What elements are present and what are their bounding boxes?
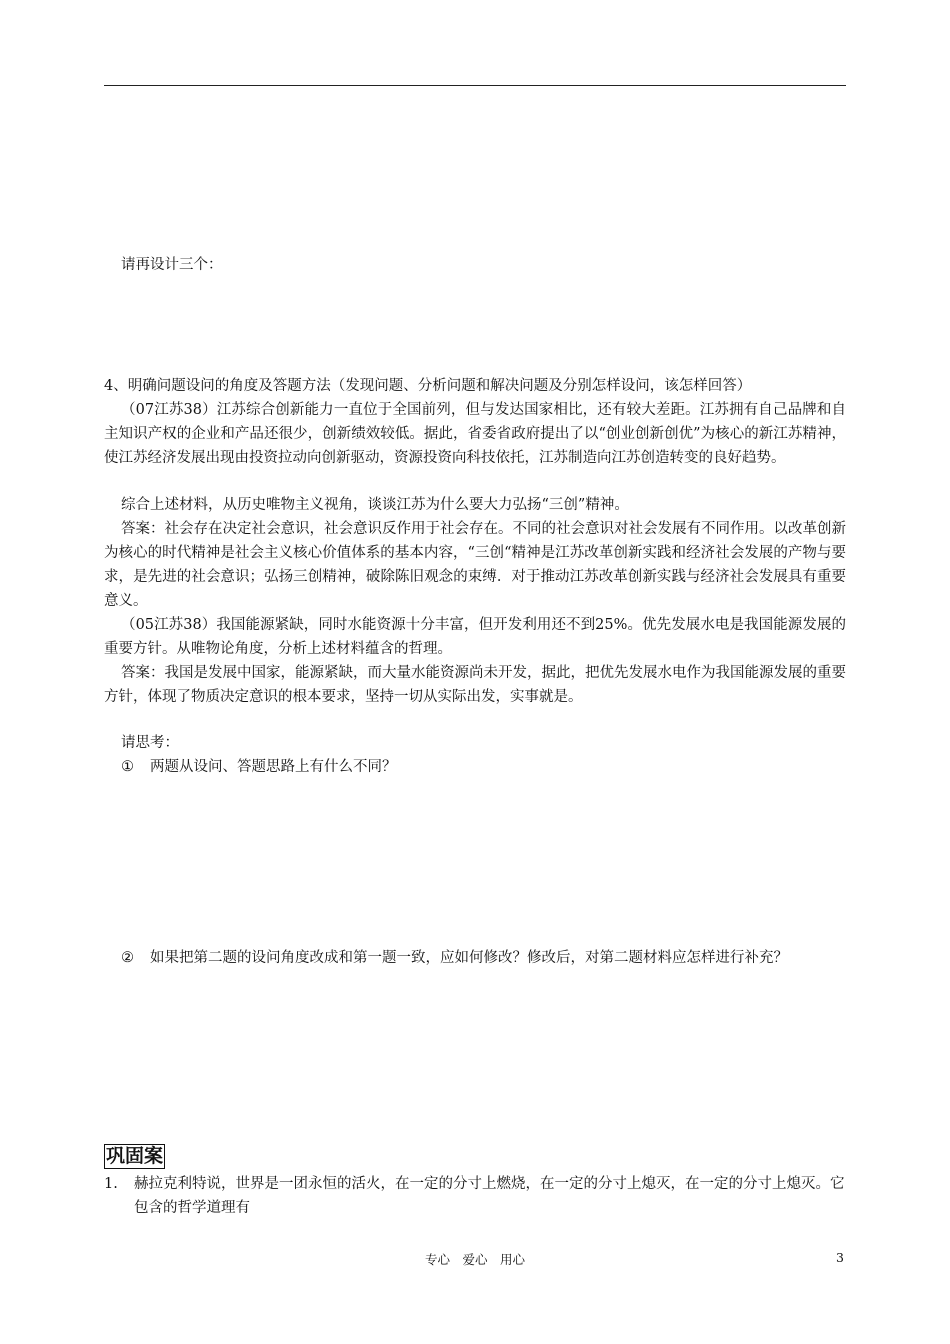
section-4-heading: 4、明确问题设问的角度及答题方法（发现问题、分析问题和解决问题及分别怎样设问，该怎样回答） [104,378,752,394]
question-07-jiangsu: 综合上述材料，从历史唯物主义视角，谈谈江苏为什么要大力弘扬“三创”精神。 [121,497,629,513]
think-label: 请思考： [121,735,179,751]
item-number: 1. [104,1176,118,1192]
think-question-2 [121,946,846,970]
item-text: 赫拉克利特说，世界是一团永恒的活火，在一定的分寸上燃烧，在一定的分寸上熄灭，在一定的分寸上熄灭。它包含的哲学道理有 [134,1176,845,1216]
question-number: ① [121,759,134,775]
answer-05-jiangsu: 答案：我国是发展中国家，能源紧缺，而大量水能资源尚未开发，据此，把优先发展水电作为我国能源发展的重要方针，体现了物质决定意识的根本要求，坚持一切从实际出发，实事就是。 [104,665,846,705]
think-question-1 [121,755,846,779]
question-number: ② [121,950,134,966]
material-05-jiangsu: （05江苏38）我国能源紧缺，同时水能资源十分丰富，但开发利用还不到25%。优先发展水电是我国能源发展的重要方针。从唯物论角度，分析上述材料蕴含的哲理。 [104,617,846,657]
page-number: 3 [836,1250,844,1265]
footer-motto: 专心 爱心 用心 [424,1252,525,1267]
header-rule [104,85,846,86]
question-text: 两题从设问、答题思路上有什么不同？ [150,759,397,775]
design-prompt: 请再设计三个： [121,257,223,273]
material-07-jiangsu: （07江苏38）江苏综合创新能力一直位于全国前列，但与发达国家相比，还有较大差距。江苏拥有自己品牌和自主知识产权的企业和产品还很少，创新绩效较低。据此，省委省政府提出了以“创业创新创优”为核心的新江苏精神，使江苏经济发展出现由投资拉动向创新驱动，资源投资向科技依托，江苏制造向江苏创造转变的良好趋势。 [104,402,846,466]
answer-07-jiangsu: 答案：社会存在决定社会意识，社会意识反作用于社会存在。不同的社会意识对社会发展有不同作用。以改革创新为核心的时代精神是社会主义核心价值体系的基本内容，“三创“精神是江苏改革创新实践和经济社会发展的产物与要求，是先进的社会意识；弘扬三创精神，破除陈旧观念的束缚．对于推动江苏改革创新实践与经济社会发展具有重要意义。 [104,521,846,609]
consolidation-item-1 [104,1172,846,1220]
question-text: 如果把第二题的设问角度改成和第一题一致，应如何修改？修改后，对第二题材料应怎样进行补充？ [150,950,788,966]
consolidation-title: 巩固案 [106,1145,164,1167]
